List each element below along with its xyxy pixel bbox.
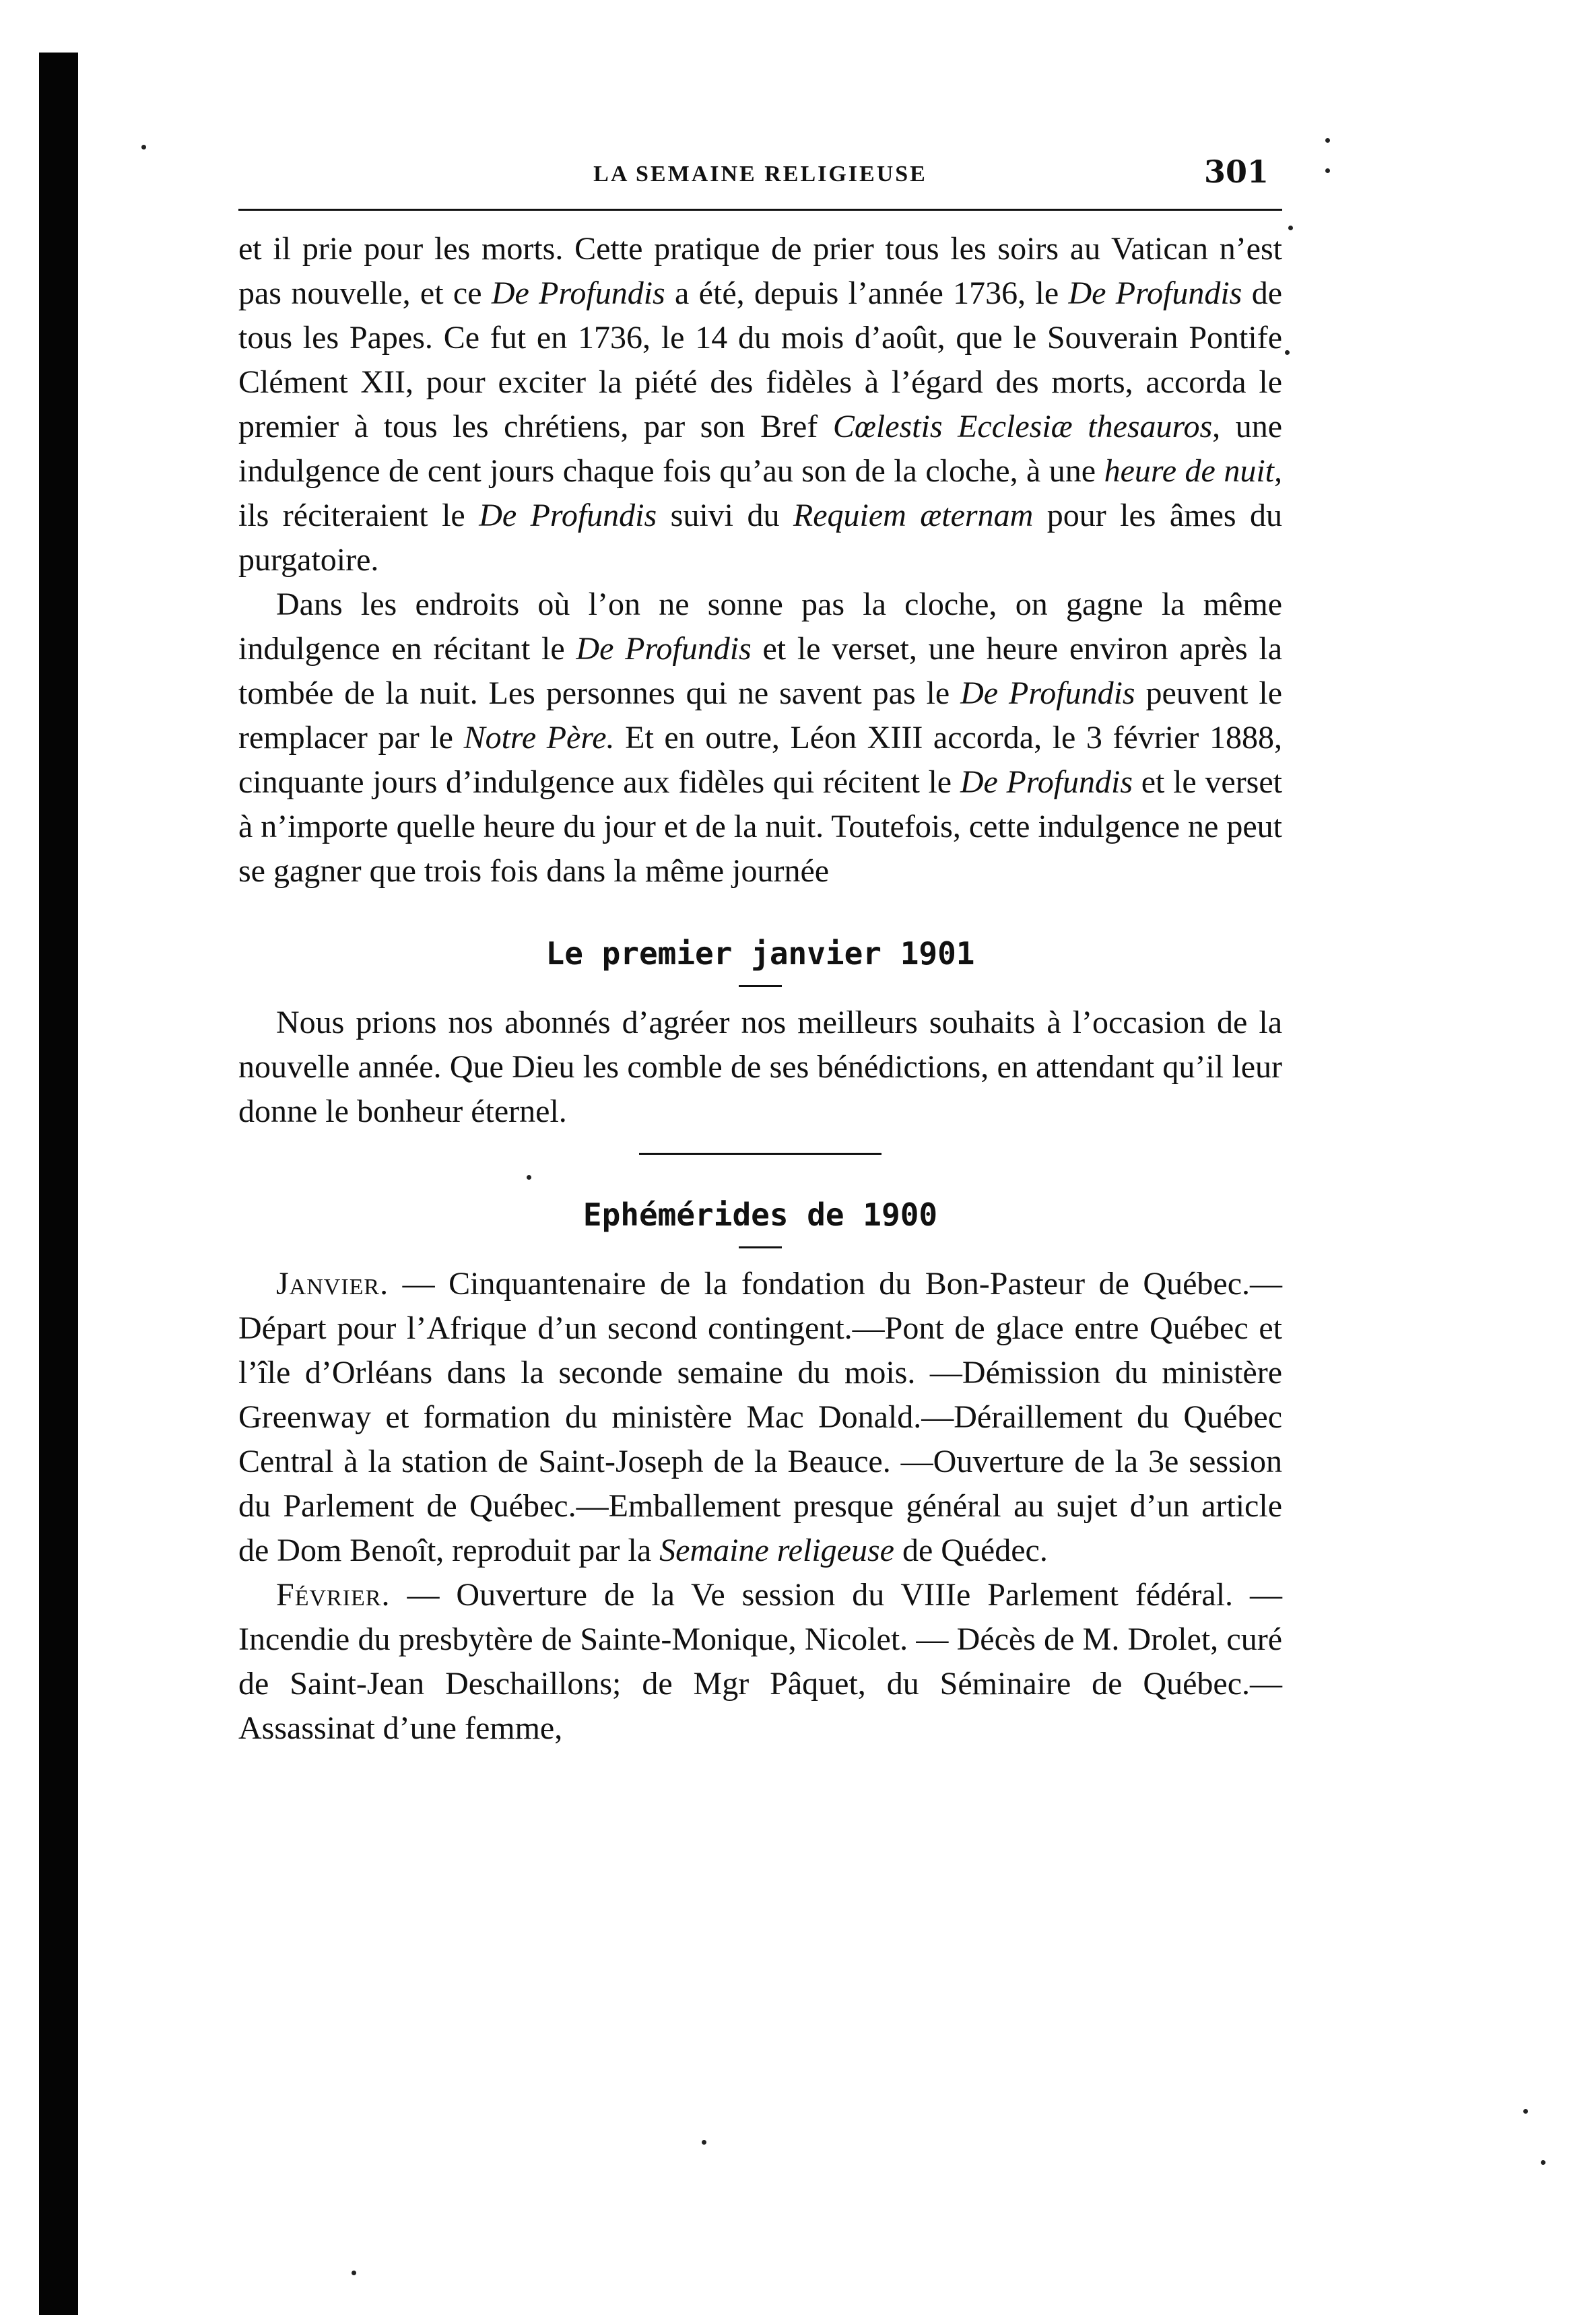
scan-speck: [1523, 2109, 1528, 2114]
paragraph-fevrier: [238, 1573, 1282, 1751]
italic-run: Requiem æternam: [793, 498, 1034, 533]
short-divider: [739, 1246, 782, 1248]
section-title-new-year: Le premier janvier 1901: [545, 935, 975, 972]
month-label: Février.: [276, 1577, 391, 1613]
italic-run: heure de nuit,: [1104, 453, 1282, 489]
italic-run: De Profundis: [1068, 275, 1242, 311]
text-run: ils réciteraient le: [238, 498, 479, 533]
text-run: et il prie pour les morts. Cette pratique de prier tous les soirs au Vatican n’est pas nouvelle, et ce: [238, 231, 1282, 311]
text-run: et le verset à n’importe quelle heure du jour et de la nuit. Toutefois, cette indulgence ne peut se gagner que trois fois dans la même journée: [238, 764, 1283, 889]
italic-run: De Profundis: [576, 631, 752, 667]
italic-run: De Profundis: [491, 275, 665, 311]
italic-run: Notre Père.: [463, 720, 615, 756]
book-page: [238, 147, 1282, 1751]
italic-run: De Profundis: [479, 498, 657, 533]
paragraph-indulgence: [238, 582, 1282, 894]
scan-speck: [1541, 2160, 1545, 2165]
scan-speck: [527, 1175, 531, 1180]
main-text: [238, 227, 1282, 1751]
text-run: peuvent le remplacer par le: [238, 675, 1283, 756]
text-run: de Quédec.: [894, 1533, 1048, 1568]
text-run: a été, depuis l’année 1736, le: [665, 275, 1069, 311]
scan-speck: [1288, 226, 1293, 230]
paragraph-de-profundis: [238, 227, 1282, 582]
scan-speck: [1325, 138, 1330, 143]
italic-run: Semaine religeuse: [659, 1533, 894, 1568]
italic-run: De Profundis: [960, 675, 1135, 711]
scan-speck: [1325, 168, 1330, 173]
scan-binding-shadow: [39, 53, 78, 2315]
paragraph-new-year: Nous prions nos abonnés d’agréer nos meilleurs souhaits à l’occasion de la nouvelle année. Que Dieu les comble de ses bénédictions, en attendant qu’il leur donne le bonheur éternel.: [238, 1005, 1282, 1129]
month-label: Janvier.: [276, 1266, 389, 1302]
scan-speck: [702, 2140, 706, 2145]
text-run: , une indulgence de cent jours chaque fois qu’au son de la cloche, à une: [238, 409, 1282, 489]
page-number: 301: [1203, 154, 1269, 190]
running-title: LA SEMAINE RELIGIEUSE: [593, 162, 927, 187]
scan-speck: [352, 2271, 356, 2275]
text-run: Et en outre, Léon XIII accorda, le 3 février 1888, cinquante jours d’indulgence aux fidèles qui récitent le: [238, 720, 1282, 800]
scan-speck: [1285, 350, 1290, 355]
section-divider: [639, 1153, 882, 1155]
text-run: et le verset, une heure environ après la tombée de la nuit. Les personnes qui ne savent pas le: [238, 631, 1283, 711]
italic-run: De Profundis: [960, 764, 1133, 800]
text-run: — Cinquantenaire de la fondation du Bon-Pasteur de Québec.—Départ pour l’Afrique d’un second contingent.—Pont de glace entre Québec et l’île d’Orléans dans la seconde semaine du mois. —Démission du ministère Greenway et formation du ministère Mac Donald.—Déraillement du Québec Central à la station de Saint-Joseph de la Beauce. —Ouverture de la 3e session du Parlement de Québec.—Emballement presque général au sujet d’un article de Dom Benoît, reproduit par la: [238, 1266, 1282, 1568]
text-run: pour les âmes du purgatoire.: [238, 498, 1283, 578]
running-header: [238, 147, 1282, 211]
short-divider: [739, 985, 782, 987]
scan-speck: [141, 145, 146, 149]
text-run: — Ouverture de la Ve session du VIIIe Parlement fédéral. — Incendie du presbytère de Sainte-Monique, Nicolet. — Décès de M. Drolet, curé de Saint-Jean Deschaillons; de Mgr Pâquet, du Séminaire de Québec.—Assassinat d’une femme,: [238, 1577, 1282, 1746]
text-run: suivi du: [657, 498, 793, 533]
paragraph-janvier: [238, 1262, 1282, 1573]
italic-run: Cœlestis Ecclesiæ thesauros: [832, 409, 1213, 444]
text-run: de tous les Papes. Ce fut en 1736, le 14 du mois d’août, que le Souverain Pontife Clément XII, pour exciter la piété des fidèles à l’égard des morts, accorda le premier à tous les chrétiens, par son Bref: [238, 275, 1282, 444]
section-title-ephemerides: Ephémérides de 1900: [583, 1197, 938, 1233]
text-run: Dans les endroits où l’on ne sonne pas la cloche, on gagne la même indulgence en récitant le: [238, 586, 1282, 667]
